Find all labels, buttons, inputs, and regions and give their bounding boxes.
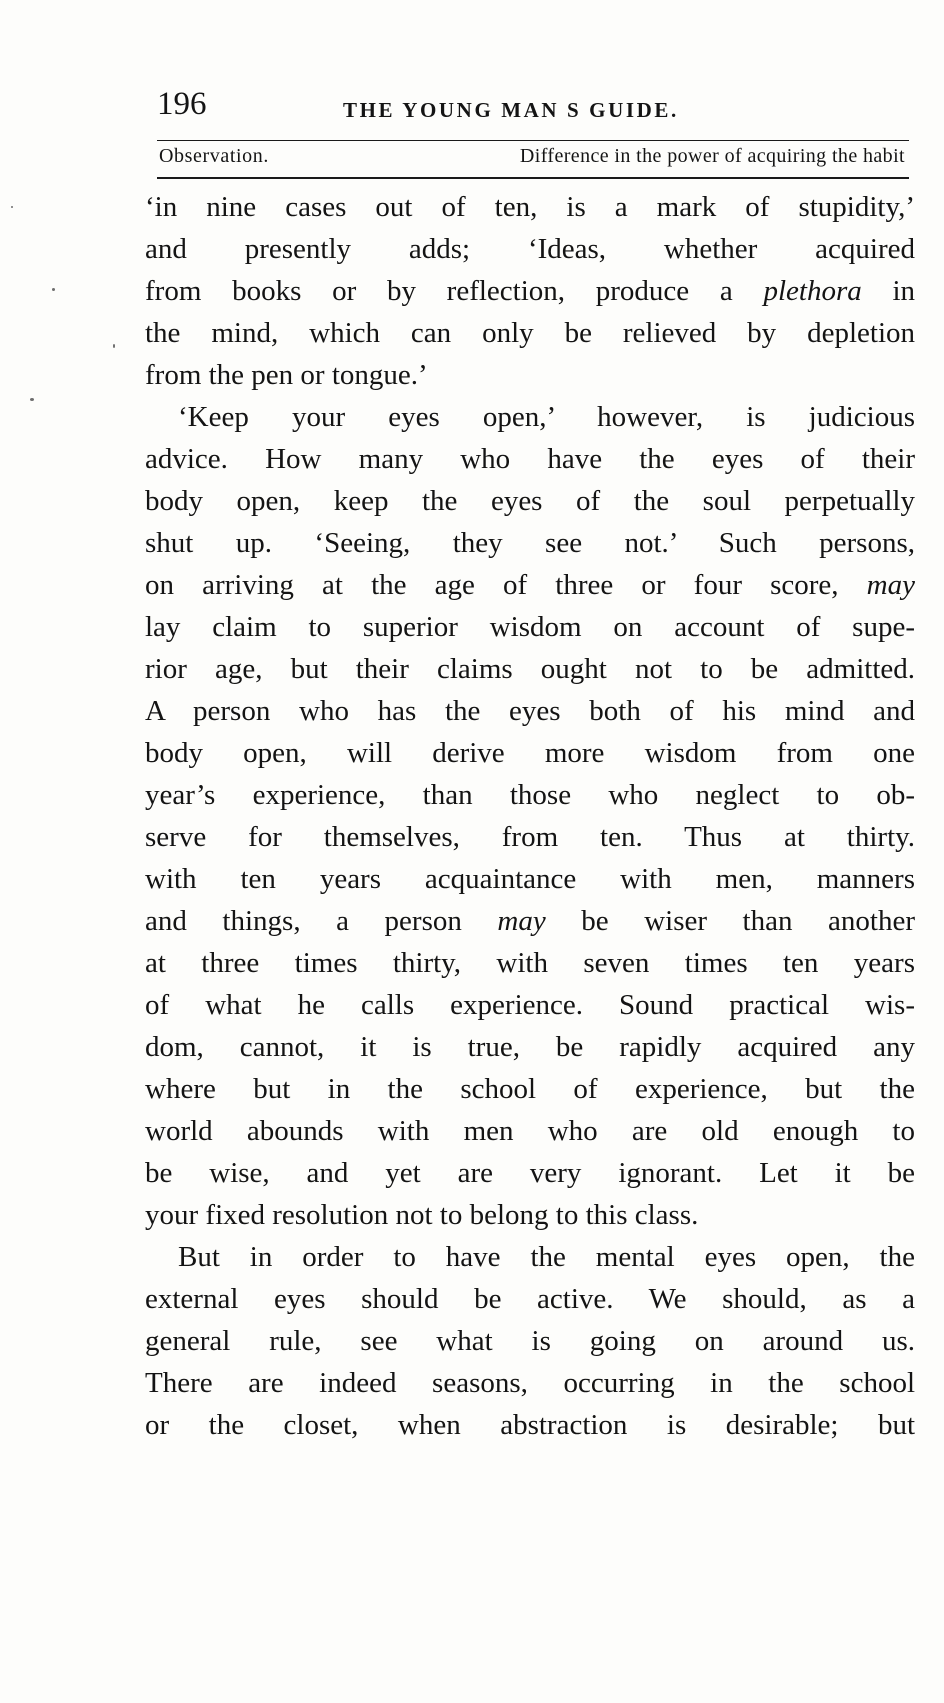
- text-run: from books or by reflection, produce a: [145, 275, 733, 307]
- text-line: general rule, see what is going on around us.: [145, 1325, 915, 1357]
- text-run: be wiser than another: [581, 905, 915, 937]
- paragraph-1: [145, 186, 915, 396]
- paper-speck: [52, 288, 55, 291]
- text-line: external eyes should be active. We should, as a: [145, 1283, 915, 1315]
- text-line: or the closet, when abstraction is desirable; but: [145, 1409, 915, 1441]
- paper-speck: [11, 206, 13, 208]
- text-line: [145, 900, 915, 942]
- text-line: the mind, which can only be relieved by depletion: [145, 317, 915, 349]
- text-line: serve for themselves, from ten. Thus at thirty.: [145, 821, 915, 853]
- text-line: dom, cannot, it is true, be rapidly acquired any: [145, 1031, 915, 1063]
- italic-word: may: [866, 569, 915, 601]
- text-line: advice. How many who have the eyes of their: [145, 443, 915, 475]
- text-line: A person who has the eyes both of his mind and: [145, 695, 915, 727]
- text-line: with ten years acquaintance with men, manners: [145, 863, 915, 895]
- text-line: your fixed resolution not to belong to this class.: [145, 1199, 699, 1231]
- text-line: There are indeed seasons, occurring in the school: [145, 1367, 915, 1399]
- italic-word: plethora: [763, 275, 862, 307]
- running-head: [157, 86, 909, 136]
- text-line: of what he calls experience. Sound practical wis-: [145, 989, 915, 1021]
- book-title: THE YOUNG MAN S GUIDE.: [343, 98, 679, 122]
- body-text: [145, 186, 915, 1446]
- text-run: and things, a person: [145, 905, 462, 937]
- side-heading-left: Observation.: [159, 145, 269, 167]
- text-line: [145, 564, 915, 606]
- page-number: 196: [157, 86, 207, 122]
- text-line: rior age, but their claims ought not to be admitted.: [145, 653, 915, 685]
- text-line: But in order to have the mental eyes open, the: [178, 1241, 915, 1273]
- text-run: on arriving at the age of three or four score,: [145, 569, 839, 601]
- text-line: ‘in nine cases out of ten, is a mark of stupidity,’: [145, 191, 915, 223]
- side-headings: [157, 140, 909, 179]
- italic-word: may: [497, 905, 546, 937]
- text-line: be wise, and yet are very ignorant. Let it be: [145, 1157, 915, 1189]
- paper-speck: [30, 398, 34, 401]
- text-line: world abounds with men who are old enough to: [145, 1115, 915, 1147]
- text-line: body open, will derive more wisdom from one: [145, 737, 915, 769]
- paragraph-2: [145, 396, 915, 1236]
- text-line: and presently adds; ‘Ideas, whether acquired: [145, 233, 915, 265]
- text-run: in: [892, 275, 916, 307]
- text-line: shut up. ‘Seeing, they see not.’ Such persons,: [145, 527, 915, 559]
- text-line: from the pen or tongue.’: [145, 359, 428, 391]
- text-line: year’s experience, than those who neglect to ob-: [145, 779, 915, 811]
- text-line: at three times thirty, with seven times ten years: [145, 947, 915, 979]
- text-line: [145, 270, 915, 312]
- text-line: where but in the school of experience, but the: [145, 1073, 915, 1105]
- side-heading-right: Difference in the power of acquiring the habit: [519, 145, 905, 167]
- text-line: lay claim to superior wisdom on account of supe-: [145, 611, 915, 643]
- text-line: ‘Keep your eyes open,’ however, is judicious: [178, 401, 915, 433]
- text-line: body open, keep the eyes of the soul perpetually: [145, 485, 915, 517]
- paper-speck: [113, 344, 115, 348]
- paragraph-3: [145, 1236, 915, 1446]
